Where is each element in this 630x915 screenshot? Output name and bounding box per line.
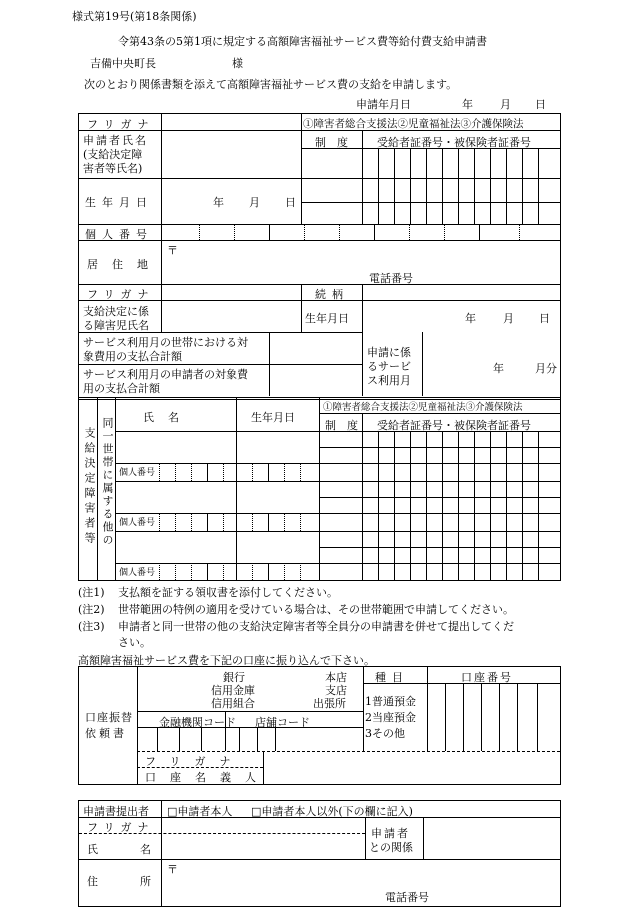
addressee-honorific: 様	[232, 57, 243, 70]
submitter-label: 申請書提出者	[83, 805, 149, 818]
account-type-header: 種目	[375, 671, 409, 684]
relationship-label-2: との関係	[369, 841, 413, 854]
household-cost-label-1: サービス利用月の世帯における対	[83, 336, 248, 349]
child-furigana-label: フリガナ	[87, 288, 155, 301]
account-number-header: 口座番号	[461, 671, 513, 684]
application-date-label: 申請年月日	[356, 98, 411, 111]
form-number: 様式第19号(第18条関係)	[72, 10, 197, 23]
address-phone-label: 電話番号	[369, 272, 413, 285]
note-2-text: 世帯範囲の特例の適用を受けている場合は、その世帯範囲で申請してください。	[118, 603, 514, 616]
relationship-label-1: 申請者	[371, 827, 410, 840]
applicant-name-label-3: 害者等氏名)	[83, 162, 143, 175]
submitter-postal-mark: 〒	[167, 863, 178, 876]
member-law-choice: ①障害者総合支援法②児童福祉法③介護保険法	[323, 402, 523, 413]
service-month-label-1: 申請に係	[367, 346, 411, 359]
service-month-suffix: 月分	[535, 362, 557, 375]
applicant-birth-label: 生年月日	[85, 196, 153, 209]
household-side-label-2: 同一世帯に属する他の	[101, 417, 114, 547]
member-birth-header: 生年月日	[251, 411, 295, 424]
bank-section	[78, 666, 561, 785]
branch-code-header: 店舗コード	[255, 716, 310, 729]
account-type-3: 3その他	[365, 727, 405, 740]
applicant-law-choice: ①障害者総合支援法②児童福祉法③介護保険法	[303, 118, 524, 130]
service-month-label-2: るサービ	[367, 360, 411, 373]
account-holder-label: 口座名義人	[145, 771, 270, 784]
note-3-text-a: 申請者と同一世帯の他の支給決定障害者等全員分の申請書を併せて提出してくだ	[118, 620, 514, 633]
applicant-cost-label-1: サービス利用月の申請者の対象費	[83, 368, 248, 381]
household-cost-label-2: 象費用の支払合計額	[83, 350, 182, 363]
applicant-section	[78, 113, 561, 400]
form-title: 令第43条の5第1項に規定する高額障害福祉サービス費等給付費支給申請書	[118, 35, 487, 48]
child-birth-month: 月	[503, 312, 514, 325]
date-day: 日	[535, 98, 546, 111]
branch-type-1: 本店	[325, 671, 347, 684]
bank-type-3: 信用組合	[211, 697, 255, 710]
household-section	[78, 397, 561, 581]
bank-code-header: 金融機関コード	[159, 716, 236, 729]
applicant-seido-header: 制 度	[315, 136, 348, 149]
child-name-label-1: 支給決定に係	[83, 305, 149, 318]
addressee: 吉備中央町長	[90, 57, 156, 70]
my-number-label: 個人番号	[85, 228, 153, 241]
applicant-furigana-label: フリガナ	[87, 118, 155, 131]
applicant-name-label-1: 申請者氏名	[83, 134, 148, 147]
transfer-instruction: 高額障害福祉サービス費を下記の口座に振り込んで下さい。	[78, 654, 375, 667]
member-1-my-number-label: 個人番号	[119, 468, 156, 478]
note-1-text: 支払額を証する領収書を添付してください。	[118, 586, 338, 599]
account-type-1: 1普通預金	[365, 695, 416, 708]
relation-label: 続柄	[315, 288, 349, 301]
address-label: 居住地	[87, 258, 162, 271]
holder-furigana-label: フリガナ	[145, 755, 245, 768]
applicant-birth-year: 年	[213, 196, 224, 209]
service-month-year: 年	[493, 362, 504, 375]
date-month: 月	[500, 98, 511, 111]
submitter-section	[78, 800, 561, 907]
date-year: 年	[462, 98, 473, 111]
branch-type-3: 出張所	[313, 697, 346, 710]
note-2-label: (注2)	[78, 603, 105, 616]
member-number-header: 受給者証番号・被保険者証番号	[377, 419, 531, 432]
member-seido-header: 制 度	[325, 419, 358, 432]
applicant-birth-day: 日	[285, 196, 296, 209]
member-2-my-number-label: 個人番号	[119, 518, 156, 528]
member-name-header: 氏名	[143, 411, 193, 424]
submitter-address-label: 住所	[87, 875, 193, 888]
submitter-option-self[interactable]: □申請者本人	[167, 805, 233, 818]
child-birth-year: 年	[465, 312, 476, 325]
branch-type-2: 支店	[325, 684, 347, 697]
bank-type-2: 信用金庫	[211, 684, 255, 697]
account-type-2: 2当座預金	[365, 711, 416, 724]
child-name-label-2: る障害児氏名	[83, 319, 149, 332]
note-3-text-b: さい。	[118, 636, 151, 649]
intro-text: 次のとおり関係書類を添えて高額障害福祉サービス費の支給を申請します。	[84, 78, 458, 91]
bank-type-1: 銀行	[223, 671, 245, 684]
applicant-name-label-2: (支給決定障	[83, 148, 143, 161]
note-3-label: (注3)	[78, 620, 105, 633]
note-1-label: (注1)	[78, 586, 105, 599]
bank-transfer-label-2: 依頼書	[85, 727, 127, 740]
submitter-furigana-label: フリガナ	[87, 821, 155, 834]
child-birth-day: 日	[539, 312, 550, 325]
household-side-label: 支給決定障害者等	[83, 427, 96, 547]
applicant-cost-label-2: 用の支払合計額	[83, 382, 160, 395]
applicant-birth-month: 月	[249, 196, 260, 209]
submitter-option-other[interactable]: □申請者本人以外(下の欄に記入)	[251, 805, 413, 818]
service-month-label-3: ス利用月	[367, 374, 411, 387]
child-birth-label: 生年月日	[305, 312, 349, 325]
applicant-number-header: 受給者証番号・被保険者証番号	[377, 136, 531, 149]
address-postal-mark: 〒	[167, 244, 178, 257]
member-3-my-number-label: 個人番号	[119, 568, 156, 578]
bank-transfer-label-1: 口座振替	[85, 711, 133, 724]
submitter-name-label: 氏名	[87, 843, 193, 856]
submitter-phone-label: 電話番号	[385, 891, 429, 904]
